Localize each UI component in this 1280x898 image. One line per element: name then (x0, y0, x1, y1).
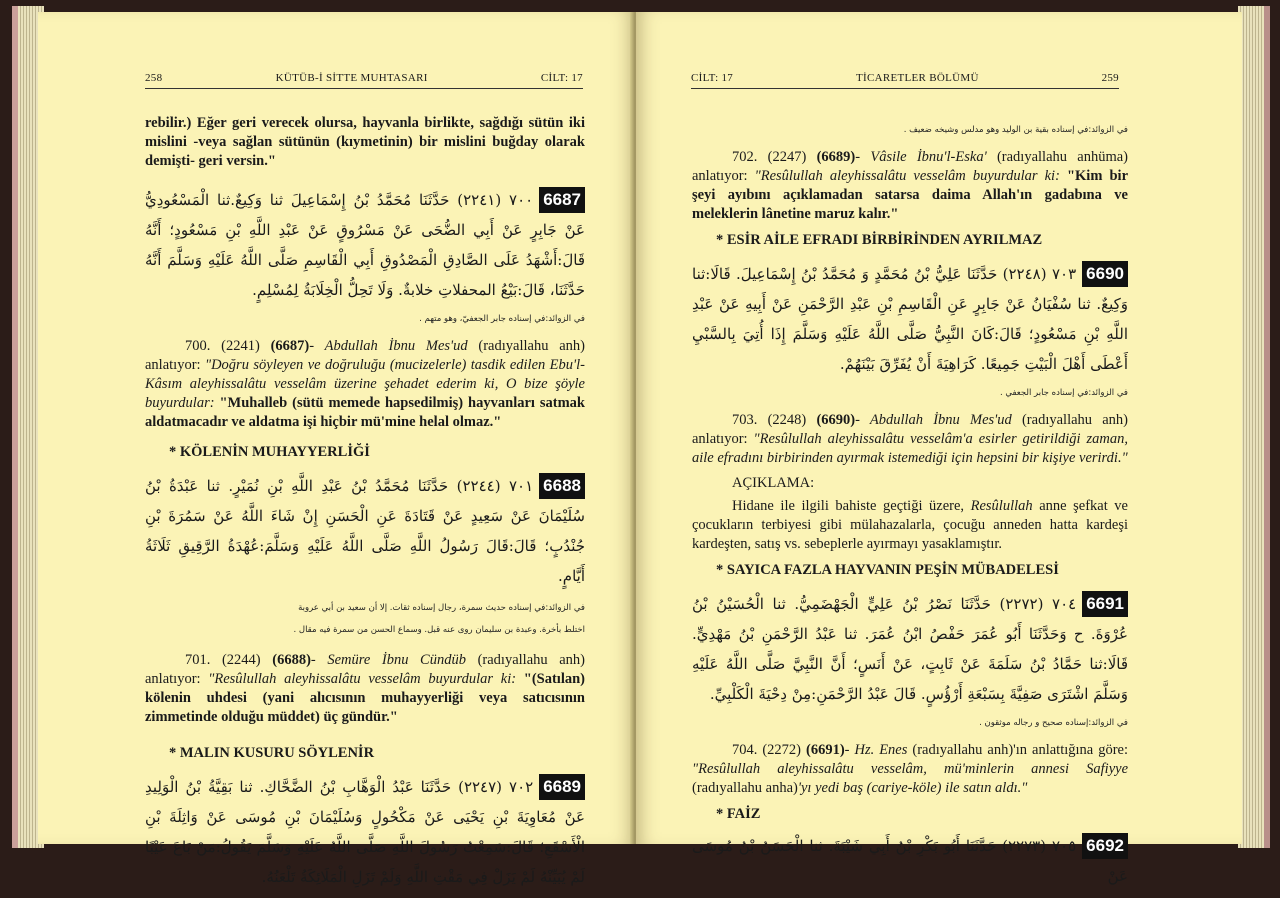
tr-num: 704. (2272) (732, 742, 806, 758)
tr-ref: (6688) (272, 652, 311, 668)
continuation-text: rebilir.) Eğer geri verecek olursa, hayvanla birlikte, sağdığı sütün iki mislini -veya sağlan sütünün (kıymetinin) bir mislini buğday olarak demişti- geri versin." (145, 115, 585, 169)
hadith-number-badge: 6690 (1082, 261, 1128, 287)
tr-narrator: - Abdullah İbnu Mes'ud (855, 412, 1012, 428)
tr-narrator: - Hz. Enes (844, 742, 908, 758)
section-heading: * MALIN KUSURU SÖYLENİR (169, 745, 375, 761)
hadith-number-badge: 6692 (1082, 833, 1128, 859)
arabic-text: ٧٠٠ (٢٢٤١) حَدَّثَنَا مُحَمَّدُ بْنُ إِسْمَاعِيلَ ثنا وَكِيعٌ.ثنا الْمَسْعُودِيُّ عَنْ جَابِرٍ عَنْ أَبِي الضُّحَى عَنْ مَسْرُوقٍ عَنْ عَبْدِ اللَّهِ بْنِ مَسْعُودٍ؛ أَنَّهُ قَالَ:أَشْهَدُ عَلَى الصَّادِقِ الْمَصْدُوقِ أَبِي الْقَاسِمِ صَلَّى اللَّهُ عَلَيْهِ وَسَلَّمَ أَنَّهُ حَدَّثَنَا، قَالَ:بَيْعُ المحفلاتِ خلابةٌ. وَلَا تَحِلُّ الْخِلَابَةُ لِمُسْلِمٍ. (145, 191, 585, 299)
tr-ref: (6687) (270, 338, 310, 354)
right-page (636, 12, 1242, 885)
section-heading: * KÖLENİN MUHAYYERLİĞİ (169, 444, 370, 460)
volume-left: CİLT: 17 (540, 72, 583, 84)
note-line: في الزوائد:في إسناده حديث سمرة، رجال إسناده ثقات. إلا أن سعيد بن أبي عروبة (298, 603, 585, 613)
running-title-left: KÜTÜB-İ SİTTE MUHTASARI (275, 72, 428, 84)
zawaid-note: في الزوائد:في إسناده جابر الجعفيّ، وهو متهم . (419, 314, 585, 324)
tr-italic: "Resûlullah aleyhissalâtu vesselâm, mü'minlerin annesi Safiyye (692, 761, 1128, 777)
zawaid-note (145, 597, 585, 641)
tr-plain: (radıyallahu anh) anlatıyor: (145, 338, 585, 373)
section-heading: * FAİZ (716, 806, 761, 822)
tr-italic: "Resûlullah aleyhissalâtu vesselâm buyurdular ki: (754, 168, 1060, 184)
arabic-text: ٧٠١ (٢٢٤٤) حَدَّثَنَا مُحَمَّدُ بْنُ عَبْدِ اللَّهِ بْنِ نُمَيْرٍ. ثنا عَبْدَةُ بْنُ سُلَيْمَانَ عَنْ سَعِيدٍ عَنْ قَتَادَةَ عَنِ الْحَسَنِ إِنْ شَاءَ اللَّهُ عَنْ سَمُرَةَ بْنِ جُنْدُبٍ؛ قَالَ:قَالَ رَسُولُ اللَّهِ صَلَّى اللَّهُ عَلَيْهِ وَسَلَّمَ:عُهْدَةُ الرَّقِيقِ ثَلَاثَةُ أَيَّامٍ. (145, 477, 585, 585)
hadith-arabic-6690 (692, 259, 1128, 379)
page-number-right: 259 (1101, 72, 1119, 84)
tr-italic2: 'yı yedi baş (cariye-köle) ile satın aldı." (797, 780, 1028, 796)
book-edge-right (1238, 6, 1270, 848)
hadith-arabic-6689 (145, 772, 585, 892)
hadith-number-badge: 6687 (539, 187, 585, 213)
tr-plain: (radıyallahu anh)'ın anlattığına göre: (907, 742, 1128, 758)
tr-num: 701. (2244) (185, 652, 273, 668)
aciklama-italic: Resûlullah (970, 498, 1033, 514)
aciklama-text (692, 497, 1128, 554)
tr-narrator: - Abdullah İbnu Mes'ud (309, 338, 468, 354)
tr-italic: "Doğru söyleyen ve doğruluğu (mucizelerle) tasdik edilen Ebu'l-Kâsım aleyhissalâtu vesselâm üzerine şehadet ederim ki, O bize şöyle buyurdular: (145, 357, 585, 411)
zawaid-note: في الزوائد:إسناده صحيح و رجاله موثقون . (979, 718, 1128, 728)
right-running-head (691, 72, 1119, 89)
tr-bold: "Muhalleb (sütü memede hapsedilmiş) hayvanları satmak aldatmacadır ve aldatma işi hiçbir mü'mine helal olmaz." (145, 395, 585, 430)
section-heading: * ESİR AİLE EFRADI BİRBİRİNDEN AYRILMAZ (716, 232, 1043, 248)
aciklama-post: anne şefkat ve çocukların terbiyesi gibi mülahazalarla, çocuğu anneden hatta kardeşi kardeşten, satış vs. sebeplerle ayırmayı yasaklamıştır. (692, 498, 1128, 552)
tr-ref: (6691) (806, 742, 845, 758)
hadith-arabic-6687 (145, 185, 585, 305)
tr-plain: (radıyallahu anh) anlatıyor: (692, 412, 1128, 447)
translation-6687 (145, 337, 585, 432)
hadith-number-badge: 6688 (539, 473, 585, 499)
section-heading: * SAYICA FAZLA HAYVANIN PEŞİN MÜBADELESİ (716, 562, 1059, 578)
left-running-head (145, 72, 583, 89)
tr-num: 700. (2241) (185, 338, 271, 354)
arabic-text: ٧٠٥ (٢٢٧٣) حَدَّثَنَا أَبُو بَكْرِ بْنُ أَبِي شَيْبَةَ. ثنا الْحَسَنُ بْنُ مُوسَى عَنْ (692, 837, 1128, 885)
zawaid-note: في الزوائد:في إسناده جابر الجعفي . (999, 388, 1128, 398)
hadith-number-badge: 6691 (1082, 591, 1128, 617)
aciklama-pre: Hidane ile ilgili bahiste geçtiği üzere, (732, 498, 971, 514)
aciklama-title: AÇIKLAMA: (732, 475, 815, 491)
tr-ref: (6690) (816, 412, 856, 428)
volume-right: CİLT: 17 (691, 72, 734, 84)
tr-narrator: - Vâsile İbnu'l-Eska' (855, 149, 987, 165)
left-page (38, 12, 634, 886)
left-content (145, 114, 585, 898)
note-line: اختلط بأخرة. وعبدة بن سليمان روى عنه قبل. وسماع الحسن من سمرة فيه مقال . (293, 625, 585, 635)
arabic-text: ٧٠٣ (٢٢٤٨) حَدَّثَنَا عَلِيُّ بْنُ مُحَمَّدٍ وَ مُحَمَّدُ بْنُ إِسْمَاعِيلَ. قَالَا:ثنا وَكِيعٌ. ثنا سُفْيَانُ عَنْ جَابِرٍ عَنِ الْقَاسِمِ بْنِ عَبْدِ الرَّحْمَنِ عَنْ أَبِيهِ عَنْ عَبْدِ اللَّهِ بْنِ مَسْعُودٍ؛ قَالَ:كَانَ النَّبِيُّ صَلَّى اللَّهُ عَلَيْهِ وَسَلَّمَ إِذَا أُتِيَ بِالسَّبْيِ أَعْطَى أَهْلَ الْبَيْتِ جَمِيعًا. كَرَاهِيَةَ أَنْ يُفَرِّقَ بَيْنَهُمْ. (692, 265, 1128, 373)
arabic-text: ٧٠٢ (٢٢٤٧) حَدَّثَنَا عَبْدُ الْوَهَّابِ بْنُ الضَّحَّاكِ. ثنا بَقِيَّةُ بْنُ الْوَلِيدِ عَنْ مُعَاوِيَةَ بْنِ يَحْيَى عَنْ مَكْحُولٍ وَسُلَيْمَانَ بْنِ مُوسَى عَنْ وَاثِلَةَ بْنِ الْأَسْقَعِ؛ قَالَ:سَمِعْتُ رَسُولَ اللَّهِ صَلَّى اللَّهُ عَلَيْهِ وَسَلَّمَ يَقُولُ:مَنْ بَاعَ عَيْبًا لَمْ يُبَيِّنْهُ لَمْ يَزَلْ فِي مَقْتِ اللَّهِ وَلَمْ تَزَلِ الْمَلَائِكَةُ تَلْعَنُهُ. (145, 778, 585, 886)
hadith-arabic-6688 (145, 471, 585, 591)
tr-num: 703. (2248) (732, 412, 817, 428)
tr-num: 702. (2247) (732, 149, 817, 165)
tr-italic: "Resûlullah aleyhissalâtu vesselâm'a esirler getirildiği zaman, aile efradını birbirinden ayırmak istemediği için hepsini bir kişiye verirdi." (692, 431, 1128, 466)
hadith-arabic-6691 (692, 589, 1128, 709)
tr-italic: "Resûlullah aleyhissalâtu vesselâm buyurdular ki: (208, 671, 517, 687)
hadith-number-badge: 6689 (539, 774, 585, 800)
tr-bold: "(Satılan) kölenin uhdesi (yani alıcısının muhayyerliği veya satıcısının zimmetinde olduğu müddet) üç gündür." (145, 671, 586, 725)
hadith-arabic-6692 (692, 831, 1128, 891)
running-title-right: TİCARETLER BÖLÜMÜ (855, 72, 979, 84)
translation-6690 (692, 411, 1128, 468)
translation-6689 (692, 148, 1128, 224)
tr-ref: (6689) (816, 149, 856, 165)
translation-6688 (145, 651, 585, 727)
right-content (692, 122, 1128, 897)
page-number-left: 258 (145, 72, 163, 84)
tr-narrator: - Semüre İbnu Cündüb (310, 652, 466, 668)
zawaid-note: في الزوائد:في إسناده بقية بن الوليد وهو مدلس وشيخه ضعيف . (903, 125, 1128, 135)
translation-6691 (692, 741, 1128, 798)
tr-plain: (radıyallahu anhüma) anlatıyor: (692, 149, 1128, 184)
tr-plain2: (radıyallahu anha) (692, 780, 798, 796)
arabic-text: ٧٠٤ (٢٢٧٢) حَدَّثَنَا نَصْرُ بْنُ عَلِيٍّ الْجَهْضَمِيُّ. ثنا الْحُسَيْنُ بْنُ عُرْوَةَ. ح وَحَدَّثَنَا أَبُو عُمَرَ حَفْصُ ابْنُ عُمَرَ. ثنا عَبْدُ الرَّحْمَنِ بْنُ مَهْدِيٍّ. قَالَا:ثنا حَمَّادُ بْنُ سَلَمَةَ عَنْ ثَابِتٍ، عَنْ أَنَسٍ؛ أَنَّ النَّبِيَّ صَلَّى اللَّهُ عَلَيْهِ وَسَلَّمَ اشْتَرَى صَفِيَّةَ بِسَبْعَةِ أَرْؤُسٍ. قَالَ عَبْدُ الرَّحْمَنِ:مِنْ دِحْيَةَ الْكَلْبِيِّ. (692, 595, 1128, 703)
tr-plain: (radıyallahu anh) anlatıyor: (145, 652, 585, 687)
tr-bold: "Kim bir şeyi ayıbını açıklamadan satarsa daima Allah'ın gadabına ve meleklerin lânetine maruz kalır." (692, 168, 1129, 222)
